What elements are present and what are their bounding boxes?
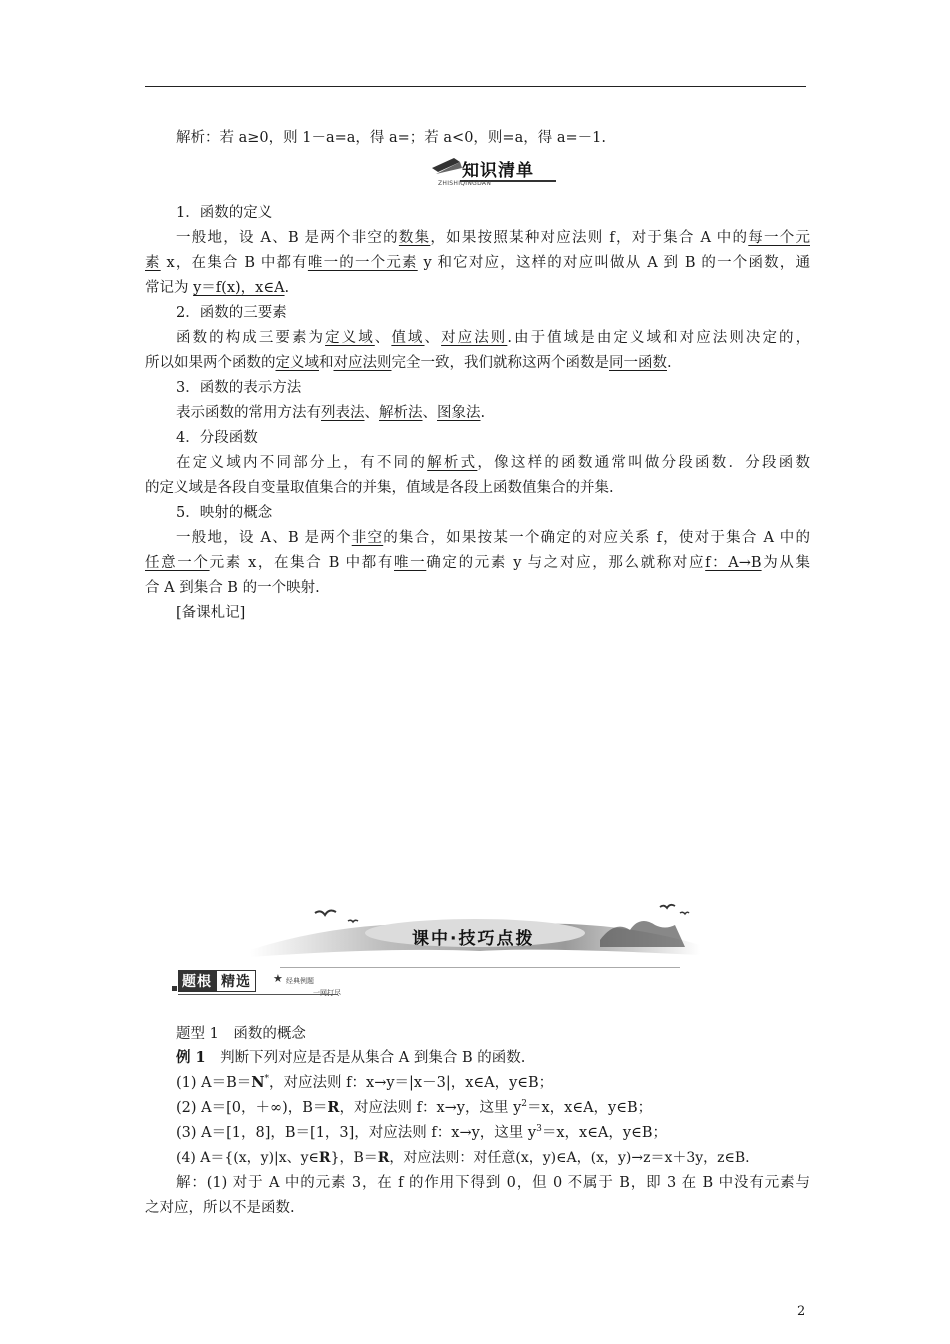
blank-answer: 解析法 — [379, 405, 423, 421]
star-icon: ★ — [273, 972, 283, 985]
example-label: 例 1 — [176, 1049, 206, 1066]
sec4-heading: 4．分段函数 — [176, 430, 258, 446]
blank-answer: 任意一个 — [145, 555, 210, 571]
blank-answer: 非空 — [351, 530, 384, 546]
blank-answer: 图象法 — [437, 405, 481, 421]
question-type-heading: 题型 1 函数的概念 — [176, 1026, 306, 1042]
blank-answer: 每一个元 — [748, 230, 810, 246]
sec4-line1: 在定义域内不同部分上，有不同的解析式，像这样的函数通常叫做分段函数．分段函数 — [176, 455, 811, 471]
sec1-line1: 一般地，设 A、B 是两个非空的数集，如果按照某种对应法则 f，对于集合 A 中的每一个元 — [176, 230, 810, 246]
blank-answer: 定义域 — [275, 355, 319, 371]
sec3-line1: 表示函数的常用方法有列表法、解析法、图象法. — [176, 405, 486, 421]
sec2-line2: 所以如果两个函数的定义域和对应法则完全一致，我们就称这两个函数是同一函数. — [145, 355, 672, 371]
notes-label: [备课札记] — [176, 605, 246, 621]
example-item-3: (3) A＝[1，8]，B＝[1，3]，对应法则 f：x→y，这里 $y^3=x$，x∈A，y∈B； — [176, 1124, 667, 1141]
example-stem: 例 1 判断下列对应是否是从集合 A 到集合 B 的函数. — [176, 1049, 526, 1066]
tigen-subtitle-1: 经典例题 — [286, 977, 314, 985]
blank-answer: 数集 — [398, 230, 431, 246]
blank-answer: 唯一的一个元素 — [307, 255, 418, 271]
blank-answer: 定义域 — [325, 330, 375, 346]
section-banner-pinyin: ZHISHIQINGDAN — [438, 180, 492, 187]
tigen-label-a: 题根 — [178, 970, 216, 992]
solution-line-1: 解：(1) 对于 A 中的元素 3，在 f 的作用下得到 0，但 0 不属于 B，即 3 在 B 中没有元素与 — [176, 1175, 810, 1191]
blank-answer: y＝f(x)，x∈A — [193, 280, 285, 296]
blank-answer: f：A→B — [705, 555, 762, 571]
header-rule — [145, 86, 806, 87]
page-number: 2 — [797, 1304, 806, 1319]
sec1-line2: 素 x，在集合 B 中都有唯一的一个元素 y 和它对应，这样的对应叫做从 A 到 B 的一个函数，通 — [145, 255, 810, 271]
lesson-banner-title: 课中·技巧点拨 — [412, 929, 535, 949]
tigen-label — [178, 970, 256, 992]
blank-answer: 值域 — [391, 330, 425, 346]
blank-answer: 同一函数 — [609, 355, 667, 371]
section-banner-title: 知识清单 — [462, 161, 534, 181]
sec1-heading: 1．函数的定义 — [176, 205, 273, 221]
blank-answer: 对应法则 — [441, 330, 508, 346]
tigen-underline — [178, 994, 338, 995]
blank-answer: 对应法则 — [333, 355, 392, 371]
sec5-line3: 合 A 到集合 B 的一个映射. — [145, 580, 320, 596]
sec3-heading: 3．函数的表示方法 — [176, 380, 302, 396]
tigen-square-marker — [172, 986, 177, 991]
sec1-line3: 常记为 y＝f(x)，x∈A. — [145, 280, 290, 296]
sec5-line2: 任意一个元素 x，在集合 B 中都有唯一确定的元素 y 与之对应，那么就称对应f：A→B为从集 — [145, 555, 811, 571]
sec5-heading: 5．映射的概念 — [176, 505, 273, 521]
blank-answer: 列表法 — [321, 405, 365, 421]
blank-answer: 素 — [145, 255, 161, 271]
sec5-line1: 一般地，设 A、B 是两个非空的集合，如果按某一个确定的对应关系 f，使对于集合 A 中的 — [176, 530, 810, 546]
sec2-line1: 函数的构成三要素为定义域、值域、对应法则.由于值域是由定义域和对应法则决定的， — [176, 330, 811, 346]
sec2-heading: 2．函数的三要素 — [176, 305, 287, 321]
tigen-label-b: 精选 — [216, 970, 256, 992]
blank-answer: 解析式 — [427, 455, 478, 471]
sec4-line2: 的定义域是各段自变量取值集合的并集，值域是各段上函数值集合的并集. — [145, 480, 614, 496]
answer-line: 解析：若 a≥0，则 1－a=a，得 a=；若 a<0，则=a，得 a=－1. — [176, 130, 606, 146]
solution-line-2: 之对应，所以不是函数. — [145, 1200, 295, 1216]
tigen-subtitle-2: 一网打尽 — [313, 989, 341, 997]
example-item-1: (1) A＝B＝N*，对应法则 f：x→y＝|x－3|，x∈A，y∈B； — [176, 1074, 554, 1091]
example-item-4: (4) A＝{(x，y)|x、y∈R}，B＝R，对应法则：对任意(x，y)∈A，(x，y)→z＝x＋3y，z∈B. — [176, 1150, 750, 1166]
blank-answer: 唯一 — [394, 555, 427, 571]
example-item-2: (2) A＝[0，＋∞)，B＝R，对应法则 f：x→y，这里 $y^2=x$，x∈A，y∈B； — [176, 1099, 653, 1116]
